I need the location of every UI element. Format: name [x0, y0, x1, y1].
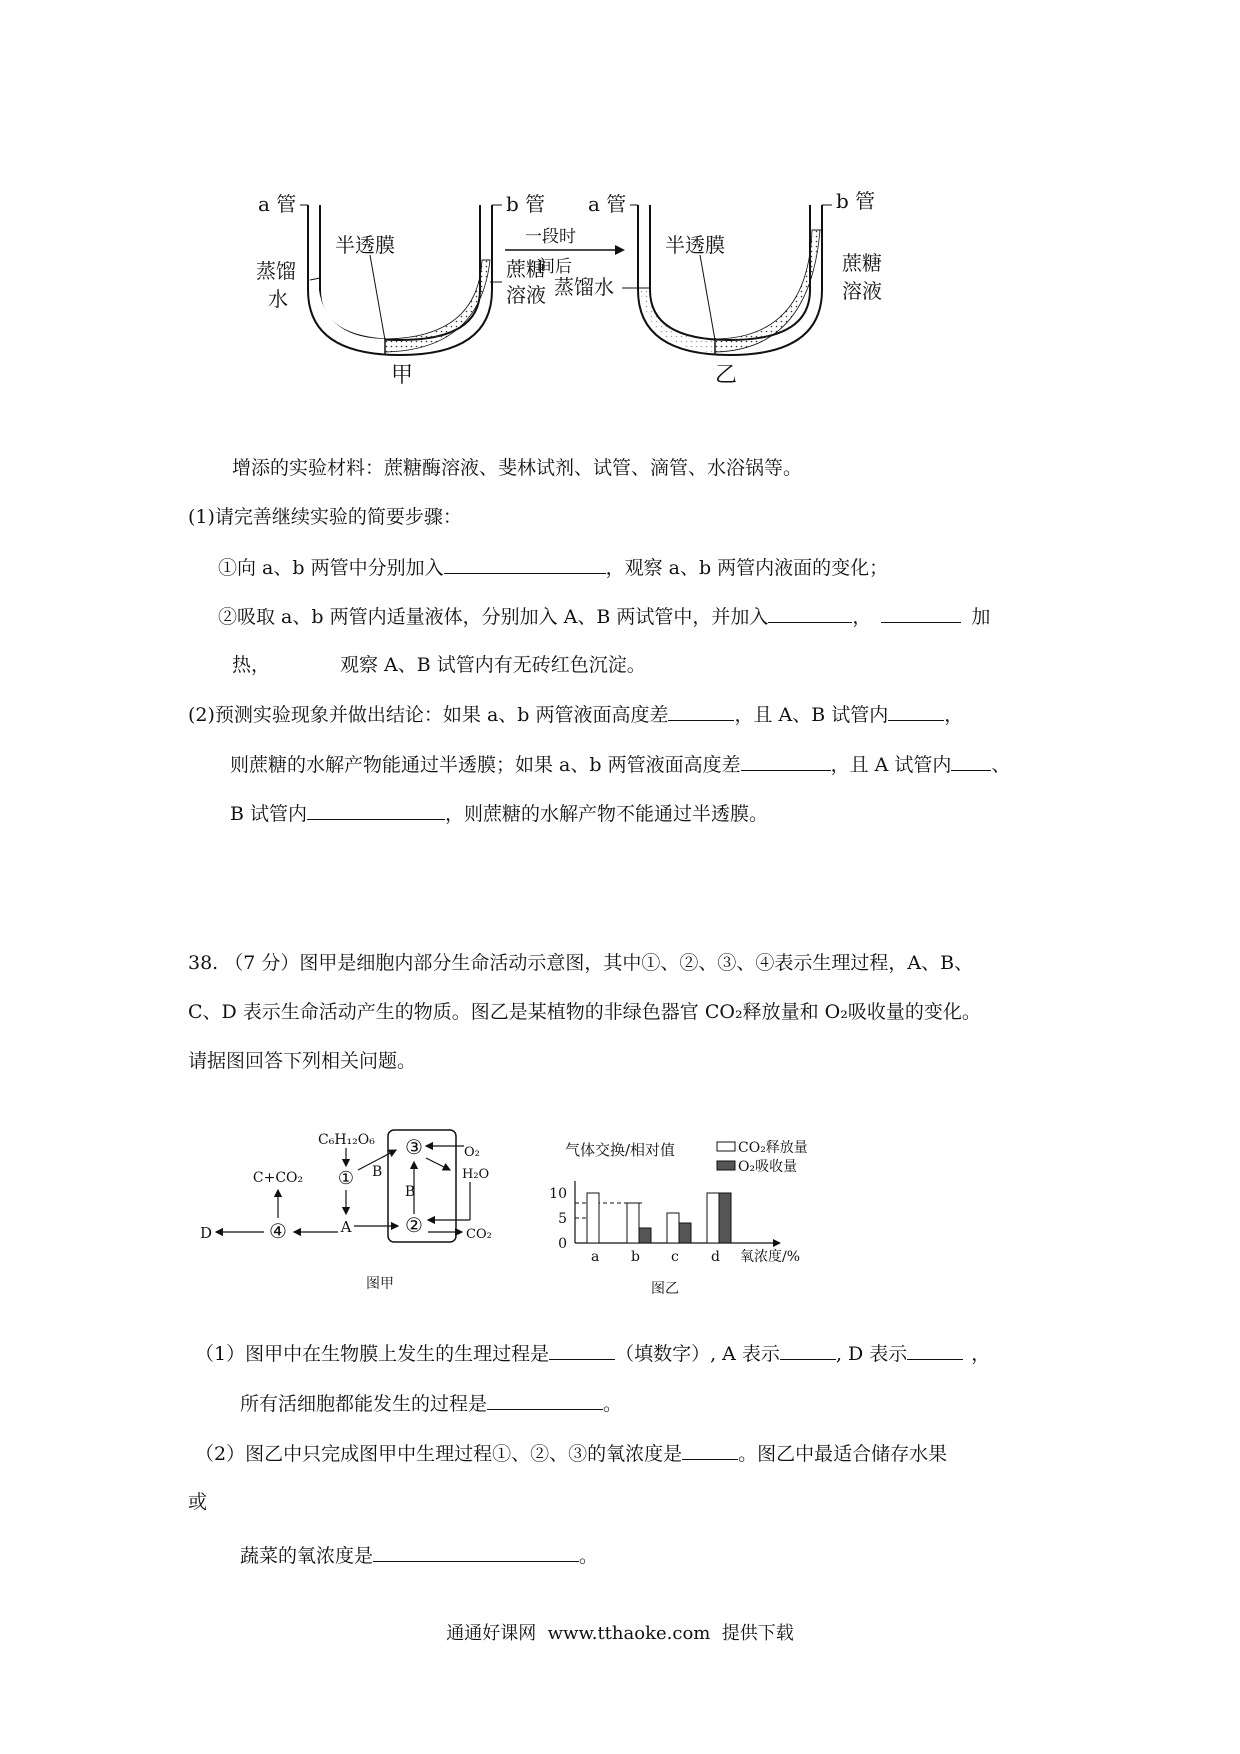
part2-blank-2[interactable] — [888, 702, 944, 721]
step2-blank-2[interactable] — [881, 604, 961, 623]
c-co2-label: C+CO₂ — [252, 1170, 304, 1186]
u-tube-left — [300, 205, 502, 355]
sucrose-label-right-1: 蔗糖 — [842, 251, 882, 275]
step2-text-d: 热， — [232, 654, 271, 676]
part2-text-c: ， — [944, 704, 964, 726]
q38-2-text-d: 蔬菜的氧浓度是 — [240, 1545, 374, 1567]
chart-ylabel: 气体交换/相对值 — [565, 1141, 676, 1159]
bar-co2-c — [667, 1213, 679, 1243]
b-tube-label-right: b 管 — [836, 189, 876, 213]
u-tube-right — [622, 205, 832, 355]
glucose-label: C₆H₁₂O₆ — [318, 1132, 375, 1148]
arrow-label-1: 一段时 — [525, 227, 576, 247]
caption-yi: 乙 — [714, 363, 738, 388]
legend-co2-label: CO₂释放量 — [738, 1140, 808, 1156]
a-tube-label-left: a 管 — [258, 192, 297, 216]
q38-sub1-line1 — [195, 1341, 990, 1366]
b-mid-label: B — [404, 1184, 416, 1200]
part2-text-g: B 试管内 — [230, 803, 308, 825]
x-category-label: b — [631, 1249, 640, 1265]
part2-text-a: (2)预测实验现象并做出结论：如果 a、b 两管液面高度差 — [188, 704, 669, 726]
h2o-label: H₂O — [462, 1167, 490, 1182]
q38-1-text-b: （填数字）, A 表示 — [615, 1343, 780, 1365]
q38-sub1-line2 — [240, 1391, 622, 1416]
q38-1-text-d: ， — [971, 1343, 991, 1365]
legend-o2-swatch — [717, 1161, 735, 1170]
step1-line — [218, 555, 888, 580]
b-left-label: B — [372, 1164, 383, 1180]
legend-co2-swatch — [717, 1142, 735, 1151]
fig-yi-chart — [535, 1125, 855, 1300]
bar-o2-d — [719, 1193, 731, 1243]
q38-sub2-line1 — [195, 1441, 947, 1466]
bar-co2-b — [627, 1203, 639, 1243]
y-tick-label: 0 — [558, 1236, 567, 1252]
step2-cont-line — [232, 653, 646, 677]
q38-stem-line2: C、D 表示生命活动产生的物质。图乙是某植物的非绿色器官 CO₂释放量和 O₂吸收量的变化。 — [188, 1001, 981, 1023]
bar-o2-c — [679, 1223, 691, 1243]
q38-1-blank-4[interactable] — [487, 1391, 603, 1410]
part2-text-f: 、 — [991, 754, 1011, 776]
chart-xlabel: 氧浓度/% — [740, 1249, 801, 1265]
fig-jia-diagram — [200, 1122, 520, 1297]
q38-2-blank-2[interactable] — [373, 1543, 579, 1562]
process-4-label: ④ — [269, 1219, 287, 1243]
step2-blank-1[interactable] — [768, 604, 852, 623]
q37-part1-heading: (1)请完善继续实验的简要步骤： — [188, 506, 462, 528]
q37-part2-line1 — [188, 702, 963, 727]
step1-blank[interactable] — [444, 555, 606, 574]
materials-line: 增添的实验材料：蔗糖酶溶液、斐林试剂、试管、滴管、水浴锅等。 — [232, 457, 803, 479]
caption-jia: 甲 — [390, 363, 414, 388]
bar-o2-b — [639, 1228, 651, 1243]
co2-label: CO₂ — [466, 1227, 492, 1242]
fig-jia-caption: 图甲 — [366, 1276, 394, 1292]
legend-o2-label: O₂吸收量 — [738, 1159, 798, 1175]
part2-blank-5[interactable] — [307, 801, 445, 820]
step1-text-a: ①向 a、b 两管中分别加入 — [218, 557, 444, 579]
q38-1-text-a: （1）图甲中在生物膜上发生的生理过程是 — [195, 1343, 550, 1365]
part2-blank-4[interactable] — [951, 752, 991, 771]
q38-sub2-line2: 或 — [188, 1491, 208, 1513]
bar-co2-d — [707, 1193, 719, 1243]
step1-text-b: ，观察 a、b 两管内液面的变化； — [605, 557, 889, 579]
arrow-label-2: 间后 — [538, 257, 572, 277]
q38-stem-line3: 请据图回答下列相关问题。 — [188, 1050, 417, 1072]
fig-yi-caption: 图乙 — [651, 1281, 679, 1297]
a-label: A — [340, 1218, 352, 1236]
d-label: D — [199, 1224, 213, 1242]
x-category-label: d — [711, 1249, 720, 1265]
a-tube-label-right: a 管 — [588, 192, 627, 216]
membrane-label-left: 半透膜 — [335, 233, 395, 257]
process-3-label: ③ — [405, 1135, 423, 1159]
step2-text-c: 加 — [971, 606, 991, 628]
y-tick-label: 5 — [558, 1211, 567, 1227]
q38-2-blank-1[interactable] — [682, 1441, 738, 1460]
part2-blank-3[interactable] — [741, 752, 831, 771]
bar-co2-a — [587, 1193, 599, 1243]
part2-text-h: ，则蔗糖的水解产物不能通过半透膜。 — [445, 803, 769, 825]
b-tube-label-left: b 管 — [506, 192, 546, 216]
water-label-left-2: 水 — [268, 287, 288, 311]
q38-2-text-b: 。图乙中最适合储存水果 — [738, 1443, 948, 1465]
o2-label: O₂ — [464, 1145, 480, 1160]
q38-1-blank-3[interactable] — [907, 1341, 963, 1360]
part2-blank-1[interactable] — [668, 702, 734, 721]
part2-text-b: ，且 A、B 试管内 — [734, 704, 889, 726]
q38-1-blank-2[interactable] — [780, 1341, 836, 1360]
x-category-label: c — [671, 1249, 679, 1265]
step2-text-e: 观察 A、B 试管内有无砖红色沉淀。 — [340, 654, 646, 676]
water-label-left-1: 蒸馏 — [256, 259, 296, 283]
x-category-label: a — [591, 1249, 600, 1265]
part2-text-d: 则蔗糖的水解产物能通过半透膜；如果 a、b 两管液面高度差 — [230, 754, 741, 776]
q38-2-text-a: （2）图乙中只完成图甲中生理过程①、②、③的氧浓度是 — [195, 1443, 683, 1465]
q38-1-text-f: 。 — [603, 1393, 623, 1415]
q38-sub2-line3 — [240, 1543, 598, 1568]
q37-part2-line3 — [230, 801, 768, 826]
q38-1-text-e: 所有活细胞都能发生的过程是 — [240, 1393, 488, 1415]
sucrose-label-right-2: 溶液 — [842, 279, 882, 303]
q37-part2-line2 — [230, 752, 1010, 777]
step2-line — [218, 604, 990, 629]
page-footer: 通通好课网 www.tthaoke.com 提供下载 — [446, 1623, 794, 1644]
q38-1-blank-1[interactable] — [549, 1341, 615, 1360]
water-label-right: 蒸馏水 — [554, 275, 614, 299]
sucrose-label-left-1: 蔗糖 — [506, 257, 546, 281]
membrane-label-right: 半透膜 — [665, 233, 725, 257]
step2-text-a: ②吸取 a、b 两管内适量液体，分别加入 A、B 两试管中，并加入 — [218, 606, 769, 628]
q38-2-text-e: 。 — [579, 1545, 599, 1567]
sucrose-label-left-2: 溶液 — [506, 283, 546, 307]
process-2-label: ② — [405, 1213, 423, 1237]
u-tube-figure — [256, 189, 930, 410]
y-tick-label: 10 — [549, 1186, 567, 1202]
q38-stem-line1: 38. （7 分）图甲是细胞内部分生命活动示意图，其中①、②、③、④表示生理过程，A、B、 — [188, 952, 974, 974]
q38-1-text-c: , D 表示 — [835, 1343, 908, 1365]
process-1-label: ① — [337, 1168, 355, 1189]
part2-text-e: ，且 A 试管内 — [830, 754, 952, 776]
step2-text-b: ， — [852, 606, 872, 628]
